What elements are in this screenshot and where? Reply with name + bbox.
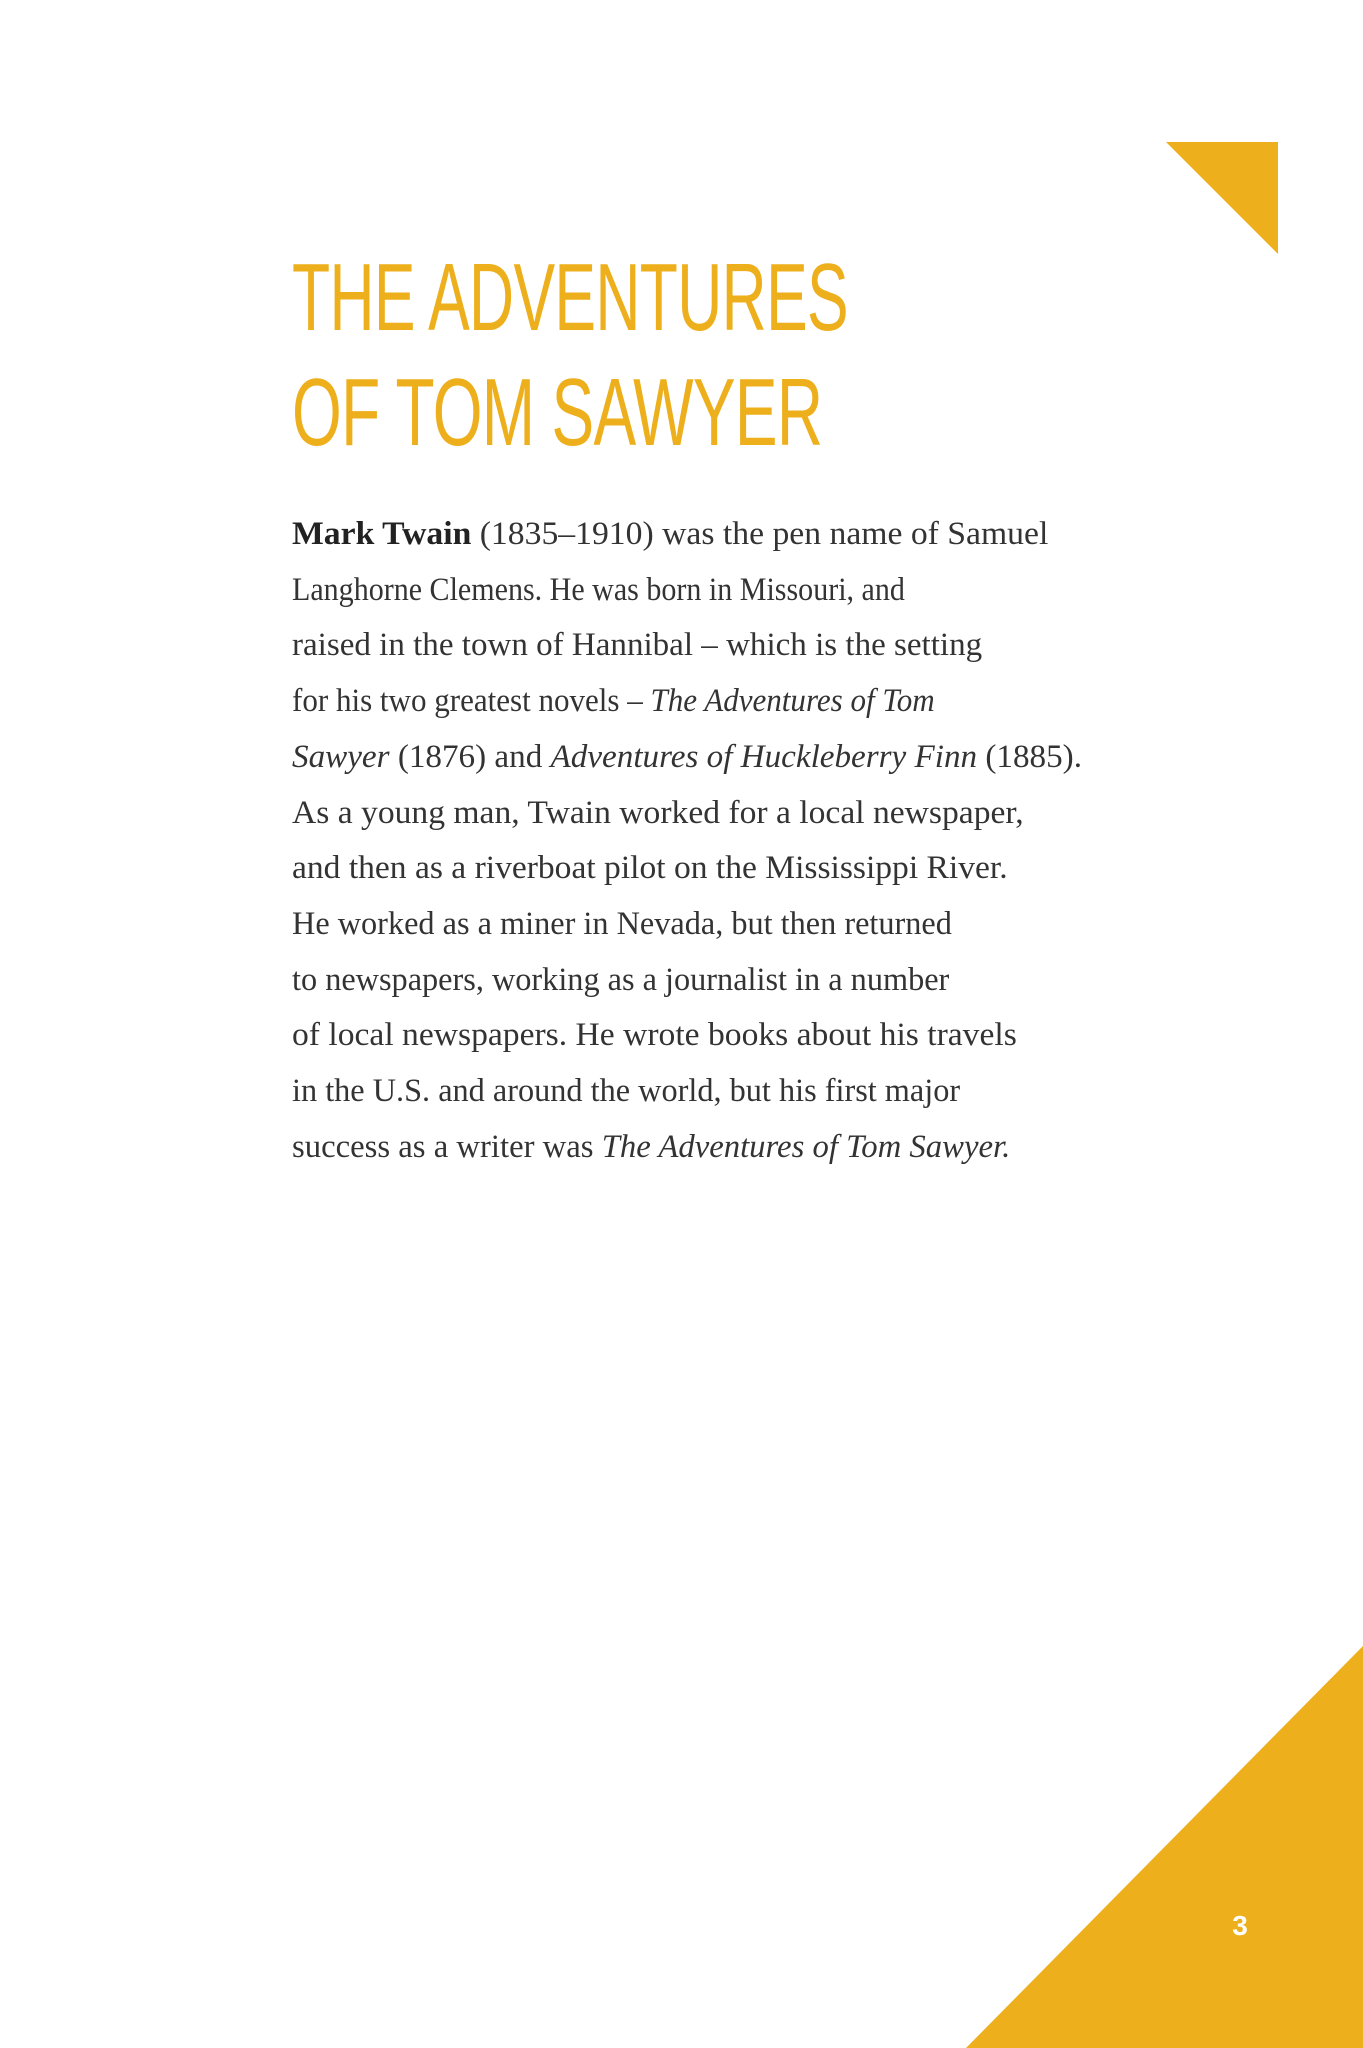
- triangle-shape: [1166, 142, 1278, 254]
- book-title-text: The Adventures of Tom Sawyer.: [601, 1128, 1011, 1165]
- body-text: to newspapers, working as a journalist in a number: [292, 961, 950, 998]
- body-text: (1885).: [977, 738, 1082, 775]
- body-text: As a young man, Twain worked for a local newspaper,: [292, 794, 1024, 831]
- body-text: Langhorne Clemens. He was born in Missouri, and: [292, 571, 905, 608]
- body-text: of local newspapers. He wrote books about his travels: [292, 1017, 1017, 1054]
- author-biography-paragraph: [292, 507, 1082, 1175]
- paragraph-line: [292, 1120, 1072, 1176]
- title-line-1: THE ADVENTURES: [292, 244, 848, 351]
- paragraph-line: [292, 618, 1080, 674]
- paragraph-line: [292, 730, 1082, 786]
- body-text: success as a writer was: [292, 1128, 602, 1165]
- body-text: (1876) and: [389, 738, 551, 775]
- corner-triangle-top-decoration: [1166, 142, 1279, 254]
- triangle-shape: [966, 1646, 1363, 2048]
- body-text: and then as a riverboat pilot on the Mississippi River.: [292, 850, 1008, 887]
- corner-triangle-bottom-decoration: [966, 1646, 1363, 2048]
- body-text: He worked as a miner in Nevada, but then returned: [292, 905, 952, 942]
- paragraph-line: [292, 674, 1032, 730]
- book-title-text: Adventures of Huckleberry Finn: [550, 738, 978, 775]
- paragraph-line: [292, 1064, 1062, 1120]
- page-number: 3: [1232, 1910, 1248, 1941]
- title-line-2: OF TOM SAWYER: [292, 359, 823, 466]
- paragraph-line: [292, 841, 1092, 897]
- paragraph-line: [292, 786, 1093, 842]
- paragraph-line: [292, 1008, 1093, 1064]
- paragraph-line: [292, 897, 1062, 953]
- body-text: raised in the town of Hannibal – which is the setting: [292, 627, 983, 664]
- book-title-text: The Adventures of Tom: [650, 683, 935, 720]
- paragraph-line: [292, 953, 1062, 1009]
- paragraph-line: [292, 507, 1095, 563]
- author-name: Mark Twain: [292, 516, 472, 552]
- body-text: for his two greatest novels –: [292, 683, 651, 720]
- book-title-text: Sawyer: [292, 738, 390, 775]
- paragraph-line: [292, 563, 1008, 619]
- body-text: (1835–1910) was the pen name of Samuel: [471, 516, 1049, 552]
- page-title: [292, 240, 1147, 470]
- body-text: in the U.S. and around the world, but his first major: [292, 1073, 961, 1110]
